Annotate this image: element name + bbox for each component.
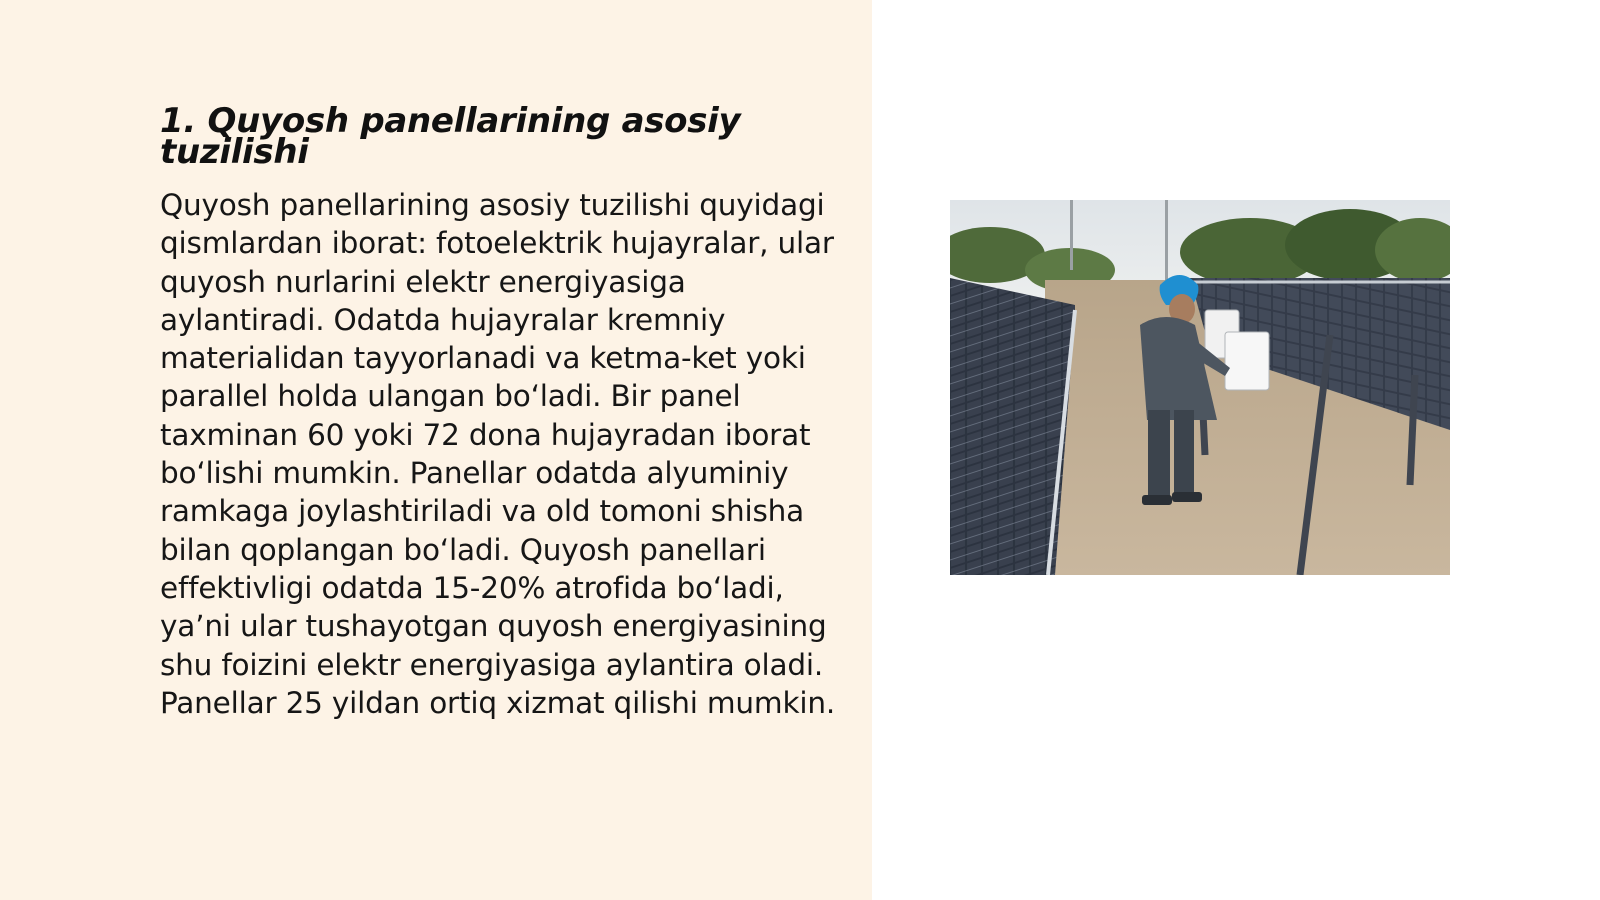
left-panel-row xyxy=(950,278,1075,575)
solar-panel-worker-photo xyxy=(950,200,1450,575)
solar-panel-photo-illustration xyxy=(950,200,1450,575)
slide-body-text: Quyosh panellarining asosiy tuzilishi quyidagi qismlardan iborat: fotoelektrik hujayralar, ular quyosh nurlarini elektr energiyasiga aylantiradi. Odatda hujayralar kremniy materialidan tayyorlanadi va ketma-ket yoki parallel holda ulangan bo‘ladi. Bir panel taxminan 60 yoki 72 dona hujayradan iborat bo‘lishi mumkin. Panellar odatda alyuminiy ramkaga joylashtiriladi va old tomoni shisha bilan qoplangan bo‘ladi. Quyosh panellari effektivligi odatda 15-20% atrofida bo‘ladi, ya’ni ular tushayotgan quyosh energiyasining shu foizini elektr energiyasiga aylantira oladi. Panellar 25 yildan ortiq xizmat qilishi mumkin. xyxy=(160,188,836,720)
slide-title: 1. Quyosh panellarining asosiy tuzilishi xyxy=(160,101,741,172)
